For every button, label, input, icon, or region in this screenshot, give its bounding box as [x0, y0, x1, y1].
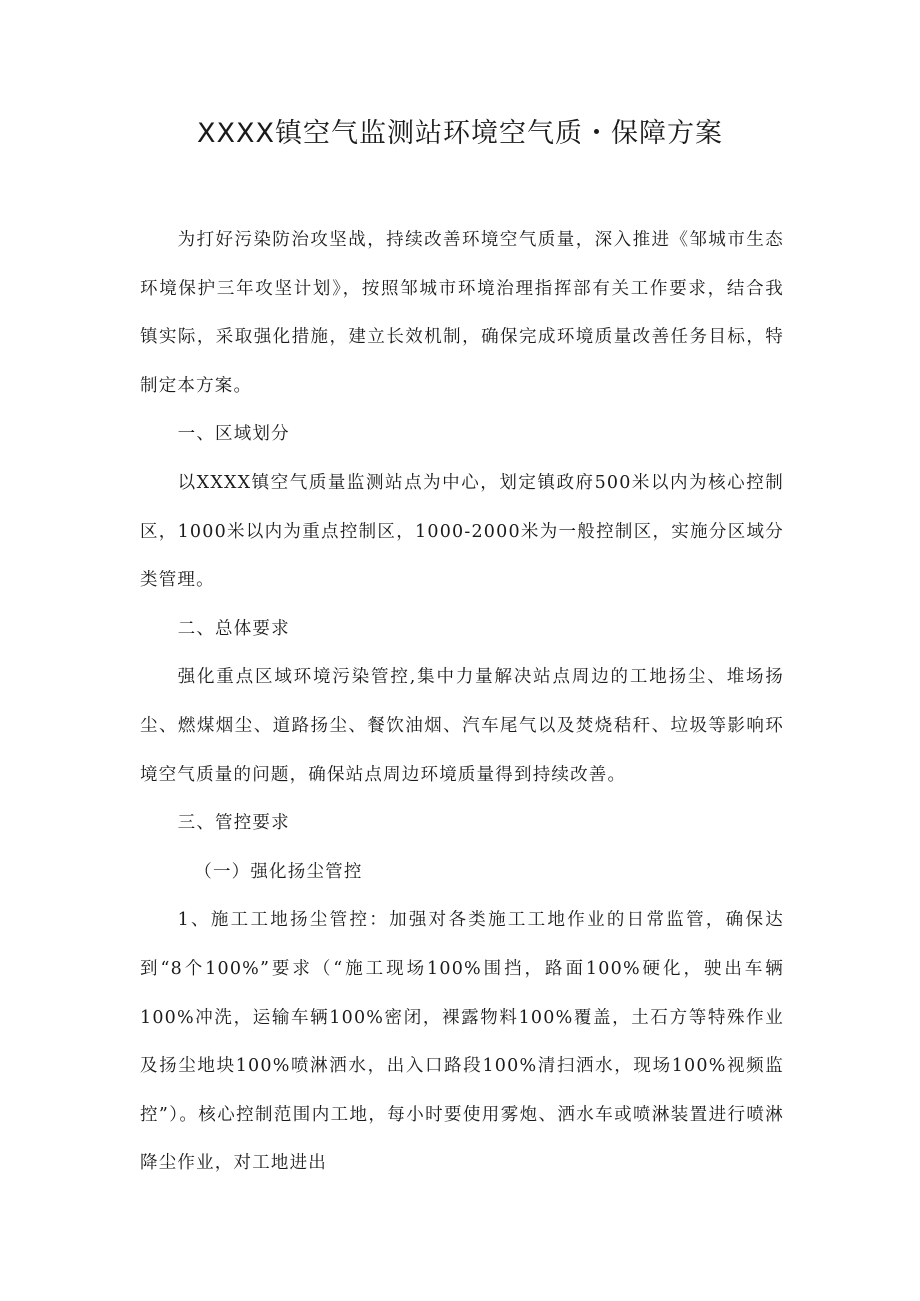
subsection-heading-dust: （一）强化扬尘管控 — [194, 861, 363, 882]
section-heading-requirements: 二、总体要求 — [177, 618, 290, 639]
intro-paragraph: 为打好污染防治攻坚战，持续改善环境空气质量，深入推进《邹城市生态环境保护三年攻坚计划》，按照邹城市环境治理指挥部有关工作要求，结合我镇实际，采取强化措施，建立长效机制，确保完成环境质量改善任务目标，特制定本方案。 — [140, 230, 784, 396]
section-heading-control: 三、管控要求 — [177, 813, 290, 834]
requirements-paragraph: 强化重点区域环境污染管控,集中力量解决站点周边的工地扬尘、堆场扬尘、燃煤烟尘、道路扬尘、餐饮油烟、汽车尾气以及焚烧秸秆、垃圾等影响环境空气质量的问题，确保站点周边环境质量得到持续改善。 — [140, 667, 784, 785]
section-heading-region: 一、区域划分 — [177, 424, 290, 445]
page-title: XXXX镇空气监测站环境空气质・保障方案 — [197, 118, 723, 149]
region-paragraph: 以XXXX镇空气质量监测站点为中心，划定镇政府500米以内为核心控制区，1000米以内为重点控制区，1000-2000米为一般控制区，实施分区域分类管理。 — [140, 472, 784, 591]
construction-dust-paragraph: 1、施工工地扬尘管控：加强对各类施工工地作业的日常监管，确保达到“8个100%”要求（“施工现场100%围挡，路面100%硬化，驶出车辆100%冲洗，运输车辆100%密闭，裸露物料100%覆盖，土石方等特殊作业及扬尘地块100%喷淋洒水，出入口路段100%清扫洒水，现场100%视频监控”）。核心控制范围内工地，每小时要使用雾炮、洒水车或喷淋装置进行喷淋降尘作业，对工地进出 — [140, 910, 784, 1174]
document-body — [140, 216, 784, 1188]
